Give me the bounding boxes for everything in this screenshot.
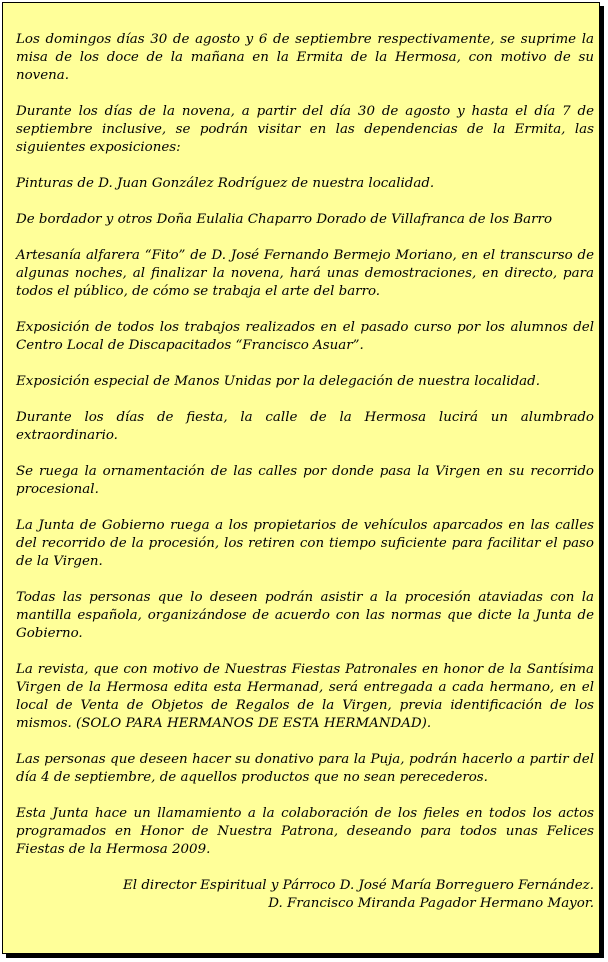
signature-block — [16, 877, 594, 913]
notice-panel — [2, 2, 600, 954]
paragraph-12: La revista, que con motivo de Nuestras Fiestas Patronales en honor de la Santísima Virgen de la Hermosa edita esta Hermanad, será entregada a cada hermano, en el local de Venta de Objetos de Regalos de la Virgen, previa identificación de los mismos. (SOLO PARA HERMANOS DE ESTA HERMANDAD). — [16, 662, 594, 731]
paragraph-5: Artesanía alfarera “Fito” de D. José Fernando Bermejo Moriano, en el transcurso de algunas noches, al finalizar la novena, hará unas demostraciones, en directo, para todos el público, de cómo se trabaja el arte del barro. — [16, 248, 594, 299]
signature-line-1: El director Espiritual y Párroco D. José María Borreguero Fernández. — [123, 878, 594, 893]
paragraph-11: Todas las personas que lo deseen podrán asistir a la procesión ataviadas con la mantilla española, organizándose de acuerdo con las normas que dicte la Junta de Gobierno. — [16, 590, 594, 641]
paragraph-8: Durante los días de fiesta, la calle de la Hermosa lucirá un alumbrado extraordinario. — [16, 410, 594, 443]
signature-line-2: D. Francisco Miranda Pagador Hermano Mayor. — [268, 896, 594, 911]
paragraph-3: Pinturas de D. Juan González Rodríguez de nuestra localidad. — [16, 176, 435, 191]
paragraph-9: Se ruega la ornamentación de las calles por donde pasa la Virgen en su recorrido procesional. — [16, 464, 594, 497]
notice-content — [16, 31, 594, 913]
paragraph-2: Durante los días de la novena, a partir del día 30 de agosto y hasta el día 7 de septiembre inclusive, se podrán visitar en las dependencias de la Ermita, las siguientes exposiciones: — [16, 104, 594, 155]
paragraph-7: Exposición especial de Manos Unidas por la delegación de nuestra localidad. — [16, 374, 540, 389]
paragraph-4: De bordador y otros Doña Eulalia Chaparro Dorado de Villafranca de los Barro — [16, 212, 553, 227]
paragraph-10: La Junta de Gobierno ruega a los propietarios de vehículos aparcados en las calles del recorrido de la procesión, los retiren con tiempo suficiente para facilitar el paso de la Virgen. — [16, 518, 594, 569]
paragraph-13: Las personas que deseen hacer su donativo para la Puja, podrán hacerlo a partir del día 4 de septiembre, de aquellos productos que no sean perecederos. — [16, 752, 594, 785]
paragraph-6: Exposición de todos los trabajos realizados en el pasado curso por los alumnos del Centro Local de Discapacitados “Francisco Asuar”. — [16, 320, 594, 353]
paragraph-14: Esta Junta hace un llamamiento a la colaboración de los fieles en todos los actos programados en Honor de Nuestra Patrona, deseando para todos unas Felices Fiestas de la Hermosa 2009. — [16, 806, 594, 857]
paragraph-1: Los domingos días 30 de agosto y 6 de septiembre respectivamente, se suprime la misa de los doce de la mañana en la Ermita de la Hermosa, con motivo de su novena. — [16, 32, 594, 83]
